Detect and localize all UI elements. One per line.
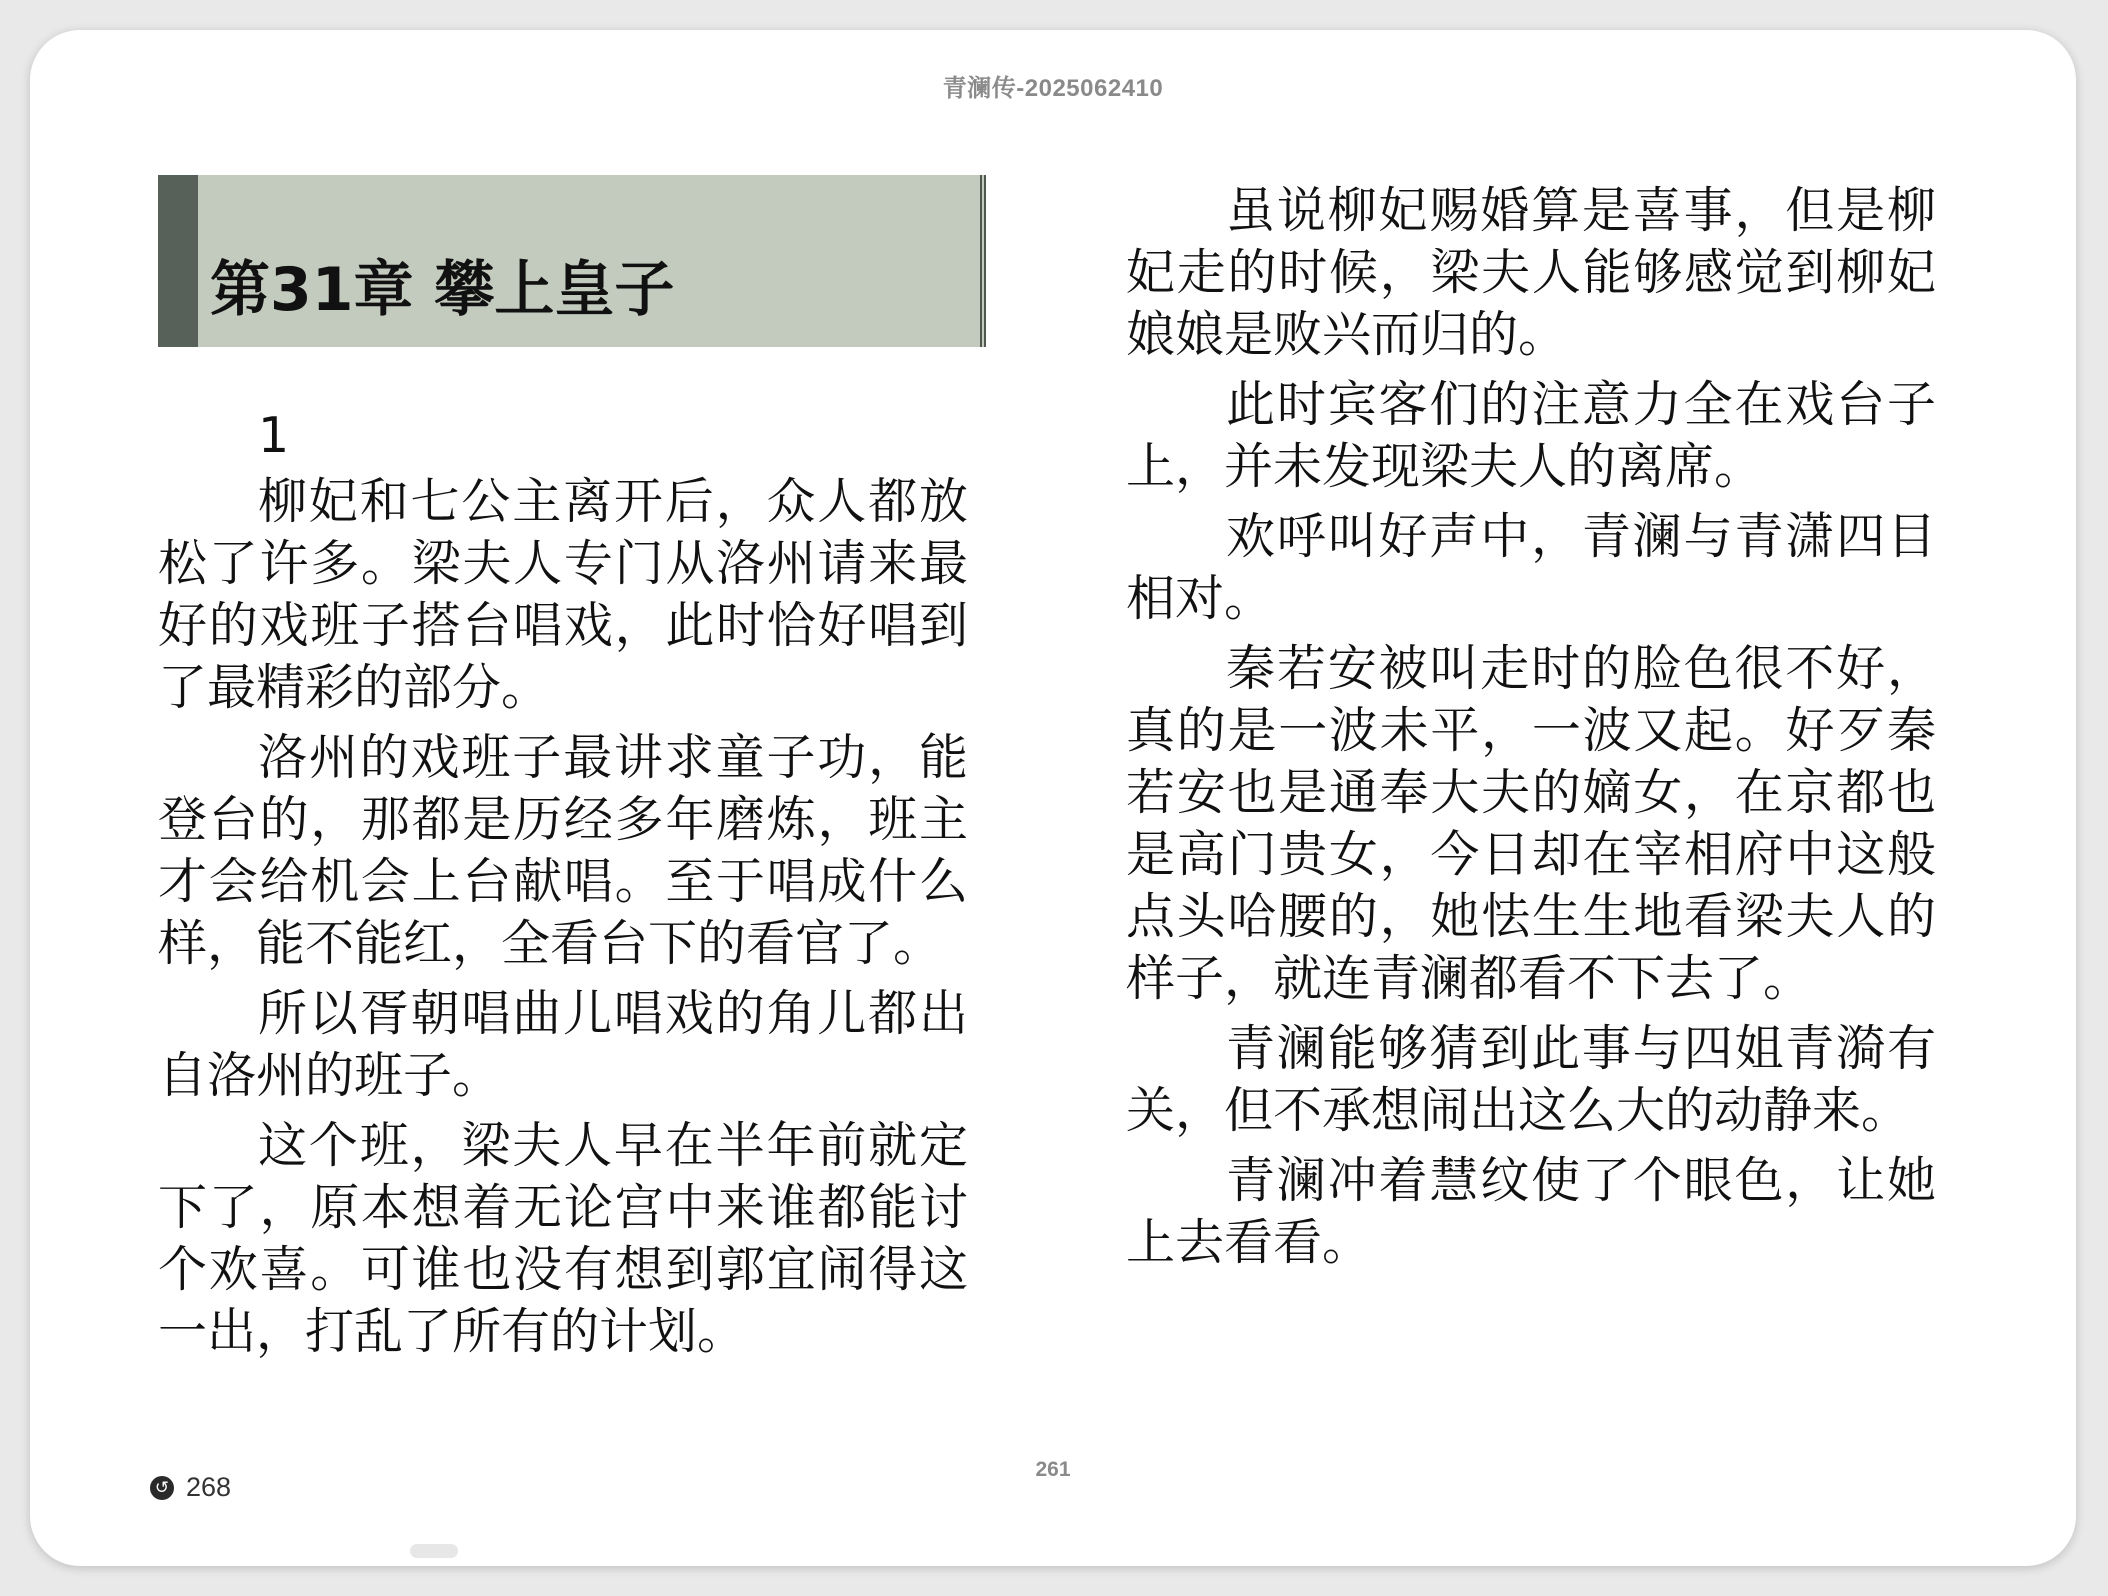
chapter-title: 第31章 攀上皇子 [210,255,675,325]
chapter-header [158,175,986,347]
left-body-text[interactable] [158,405,968,1363]
section-number: 1 [258,407,290,464]
book-title: 青澜传-2025062410 [942,75,1164,102]
right-page-column [1126,180,1936,1282]
chapter-header-bar [158,175,198,347]
paragraph: 这个班，梁夫人早在半年前就定下了，原本想着无论宫中来谁都能讨个欢喜。可谁也没有想到郭宜闹得这一出，打乱了所有的计划。 [158,1117,968,1360]
paragraph: 洛州的戏班子最讲求童子功，能登台的，那都是历经多年磨炼，班主才会给机会上台献唱。至于唱成什么样，能不能红，全看台下的看官了。 [158,729,968,972]
pages-left-label: 268 [186,1472,232,1502]
paragraph: 所以胥朝唱曲儿唱戏的角儿都出自洛州的班子。 [158,985,968,1104]
paragraph: 柳妃和七公主离开后，众人都放松了许多。梁夫人专门从洛州请来最好的戏班子搭台唱戏，此时恰好唱到了最精彩的部分。 [158,473,968,716]
paragraph: 虽说柳妃赐婚算是喜事，但是柳妃走的时候，梁夫人能够感觉到柳妃娘娘是败兴而归的。 [1126,182,1936,363]
paragraph: 青澜冲着慧纹使了个眼色，让她上去看看。 [1126,1152,1936,1271]
paragraph: 此时宾客们的注意力全在戏台子上，并未发现梁夫人的离席。 [1126,376,1936,495]
page-number: 261 [1035,1458,1071,1481]
drag-handle[interactable] [410,1544,458,1558]
right-body-text[interactable] [1126,180,1936,1274]
paragraph: 秦若安被叫走时的脸色很不好，真的是一波未平，一波又起。好歹秦若安也是通奉大夫的嫡女，在京都也是高门贵女，今日却在宰相府中这般点头哈腰的，她怯生生地看梁夫人的样子，就连青澜都看不下去了。 [1126,640,1936,1007]
return-arrow-icon: ↺ [150,1476,174,1500]
reader-screen [30,30,2076,1566]
paragraph: 青澜能够猜到此事与四姐青漪有关，但不承想闹出这么大的动静来。 [1126,1020,1936,1139]
paragraph: 欢呼叫好声中，青澜与青潇四目相对。 [1126,508,1936,627]
left-page-column [158,175,968,1371]
